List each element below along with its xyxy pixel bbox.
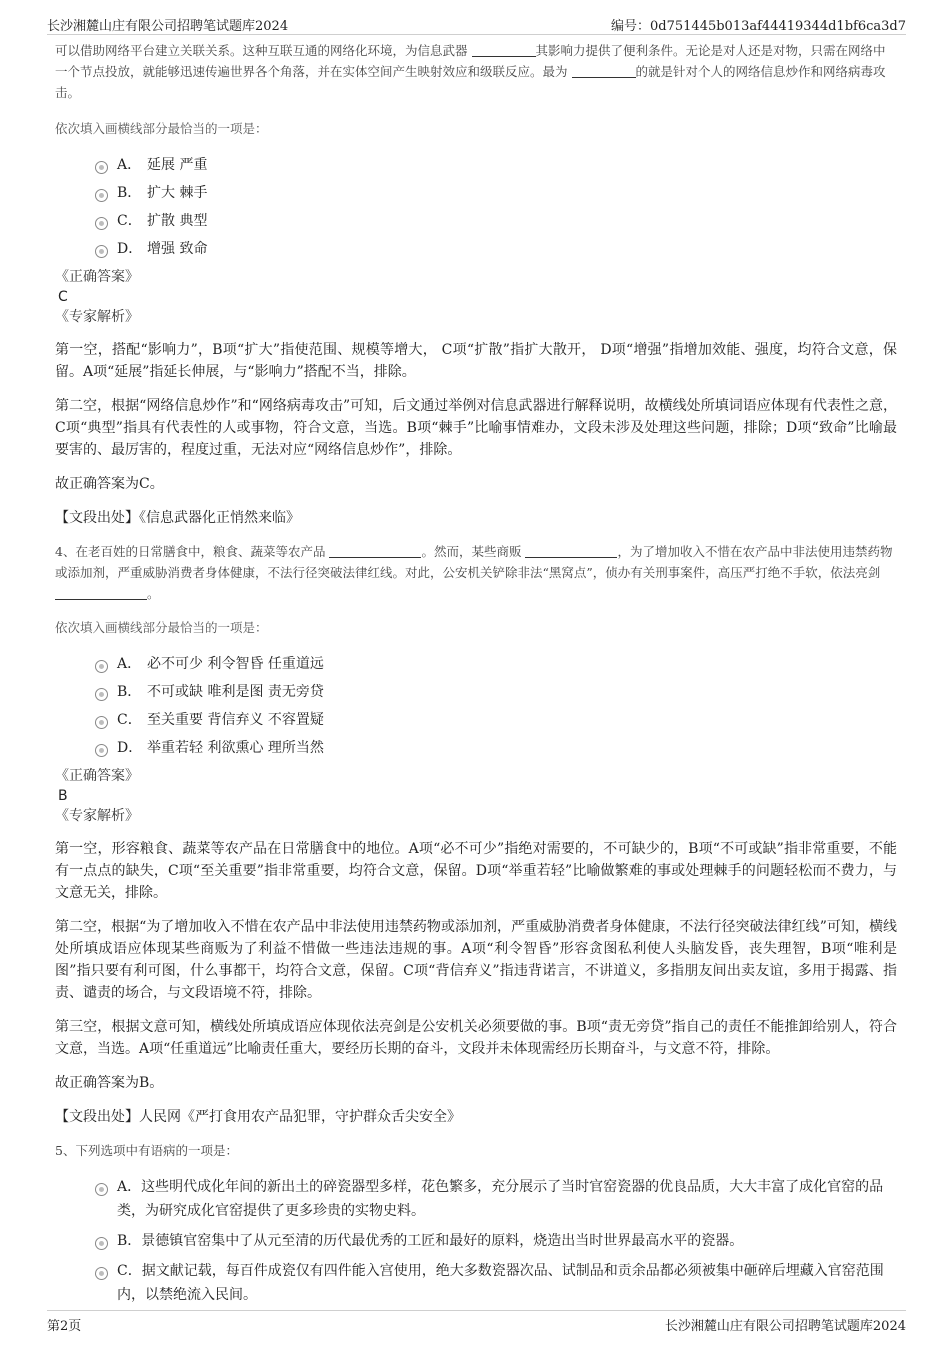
source-citation: 【文段出处】人民网《严打食用农产品犯罪，守护群众舌尖安全》 xyxy=(55,1109,461,1125)
question-4-instruction: 依次填入画横线部分最恰当的一项是： xyxy=(55,620,268,635)
analysis-paragraph: 第二空，根据“网络信息炒作”和“网络病毒攻击”可知，后文通过举例对信息武器进行解释说明，故横线处所填词语应体现有代表性之意，C项“典型”指具有代表性的人或事物，符合文意，当选。B项“棘手”比喻事情难办，文段未涉及处理这些问题，排除；D项“致命”比喻最要害的、最厉害的，程度过重，无法对应“网络信息炒作”，排除。 xyxy=(55,398,897,458)
option-a[interactable]: A．这些明代成化年间的新出土的碎瓷器型多样，花色繁多，充分展示了当时官窑瓷器的优良品质，大大丰富了成化官窑的品类，为研究成化官窑提供了更多珍贵的实物史料。 xyxy=(95,1175,897,1223)
blank xyxy=(55,585,147,600)
page-content xyxy=(55,40,897,1313)
analysis-label: 《专家解析》 xyxy=(55,808,139,824)
analysis-conclusion: 故正确答案为B。 xyxy=(55,1075,164,1091)
answer-label: 《正确答案》 xyxy=(55,768,139,784)
radio-icon[interactable] xyxy=(95,1237,108,1250)
option-c[interactable]: C． 扩散 典型 xyxy=(95,211,897,231)
page-footer xyxy=(47,1310,906,1333)
question-3-instruction: 依次填入画横线部分最恰当的一项是： xyxy=(55,121,268,136)
header-title: 长沙湘麓山庄有限公司招聘笔试题库2024 xyxy=(47,19,289,34)
page-number: 第2页 xyxy=(47,1319,82,1334)
answer-value: B xyxy=(58,788,68,804)
footer-title: 长沙湘麓山庄有限公司招聘笔试题库2024 xyxy=(664,1319,906,1334)
analysis-label: 《专家解析》 xyxy=(55,309,139,325)
blank xyxy=(329,543,421,558)
question-4-options xyxy=(95,654,897,758)
option-d[interactable]: D． 增强 致命 xyxy=(95,239,897,259)
option-b[interactable]: B． 不可或缺 唯利是图 责无旁贷 xyxy=(95,682,897,702)
question-5-options xyxy=(95,1175,897,1307)
radio-icon[interactable] xyxy=(95,161,108,174)
option-b[interactable]: B．景德镇官窑集中了从元至清的历代最优秀的工匠和最好的原料，烧造出当时世界最高水平的瓷器。 xyxy=(95,1229,897,1253)
radio-icon[interactable] xyxy=(95,716,108,729)
answer-label: 《正确答案》 xyxy=(55,269,139,285)
answer-value: C xyxy=(58,289,68,305)
question-3-options xyxy=(95,155,897,259)
option-d[interactable]: D． 举重若轻 利欲熏心 理所当然 xyxy=(95,738,897,758)
source-citation: 【文段出处】《信息武器化正悄然来临》 xyxy=(55,510,300,526)
blank xyxy=(572,63,636,78)
question-3-text: 可以借助网络平台建立关联关系。这种互联互通的网络化环境，为信息武器 其影响力提供了便利条件。无论是对人还是对物，只需在网络中一个节点投放，就能够迅速传遍世界各个角落，并在实体空间产生映射效应和级联反应。最为 的就是针对个人的网络信息炒作和网络病毒攻击。 xyxy=(55,43,886,100)
radio-icon[interactable] xyxy=(95,660,108,673)
blank xyxy=(472,42,536,57)
radio-icon[interactable] xyxy=(95,245,108,258)
analysis-paragraph: 第三空，根据文意可知，横线处所填成语应体现依法亮剑是公安机关必须要做的事。B项“责无旁贷”指自己的责任不能推卸给别人，符合文意，当选。A项“任重道远”比喻责任重大，要经历长期的奋斗，文段并未体现需经历长期奋斗，与文意不符，排除。 xyxy=(55,1019,897,1057)
analysis-paragraph: 第二空，根据“为了增加收入不惜在农产品中非法使用违禁药物或添加剂，严重威胁消费者身体健康，不法行径突破法律红线”可知，横线处所填成语应体现某些商贩为了利益不惜做一些违法违规的事。A项“利令智昏”形容贪图私利使人头脑发昏，丧失理智，B项“唯利是图”指只要有利可图，什么事都干，均符合文意，保留。C项“背信弃义”指违背诺言，不讲道义，多指朋友间出卖友谊，多用于揭露、指责、谴责的场合，与文段语境不符，排除。 xyxy=(55,919,897,1001)
header-doc-id: 编号：0d751445b013af44419344d1bf6ca3d7 xyxy=(611,19,906,34)
radio-icon[interactable] xyxy=(95,688,108,701)
option-a[interactable]: A． 必不可少 利令智昏 任重道远 xyxy=(95,654,897,674)
option-c[interactable]: C．据文献记载，每百件成瓷仅有四件能入宫使用，绝大多数瓷器次品、试制品和贡余品都必须被集中砸碎后埋藏入官窑范围内，以禁绝流入民间。 xyxy=(95,1259,897,1307)
analysis-conclusion: 故正确答案为C。 xyxy=(55,476,164,492)
question-5-text: 5、下列选项中有语病的一项是： xyxy=(55,1143,238,1158)
radio-icon[interactable] xyxy=(95,1183,108,1196)
analysis-paragraph: 第一空，搭配“影响力”，B项“扩大”指使范围、规模等增大， C项“扩散”指扩大散开， D项“增强”指增加效能、强度，均符合文意，保留。A项“延展”指延长伸展，与“影响力”搭配不当，排除。 xyxy=(55,342,897,380)
option-c[interactable]: C． 至关重要 背信弃义 不容置疑 xyxy=(95,710,897,730)
analysis-paragraph: 第一空，形容粮食、蔬菜等农产品在日常膳食中的地位。A项“必不可少”指绝对需要的，不可缺少的，B项“不可或缺”指非常重要，不能有一点点的缺失，C项“至关重要”指非常重要，均符合文意，保留。D项“举重若轻”比喻做繁难的事或处理棘手的问题轻松而不费力，与文意无关，排除。 xyxy=(55,841,897,901)
radio-icon[interactable] xyxy=(95,217,108,230)
blank xyxy=(525,543,617,558)
radio-icon[interactable] xyxy=(95,1267,108,1280)
radio-icon[interactable] xyxy=(95,189,108,202)
question-4-text: 4、在老百姓的日常膳食中，粮食、蔬菜等农产品 。然而，某些商贩 ，为了增加收入不惜在农产品中非法使用违禁药物或添加剂，严重威胁消费者身体健康，不法行径突破法律红线。对此，公安机关铲除非法“黑窝点”，侦办有关刑事案件，高压严打绝不手软，依法亮剑 。 xyxy=(55,544,893,601)
option-b[interactable]: B． 扩大 棘手 xyxy=(95,183,897,203)
option-a[interactable]: A． 延展 严重 xyxy=(95,155,897,175)
radio-icon[interactable] xyxy=(95,744,108,757)
page-header xyxy=(47,14,906,35)
